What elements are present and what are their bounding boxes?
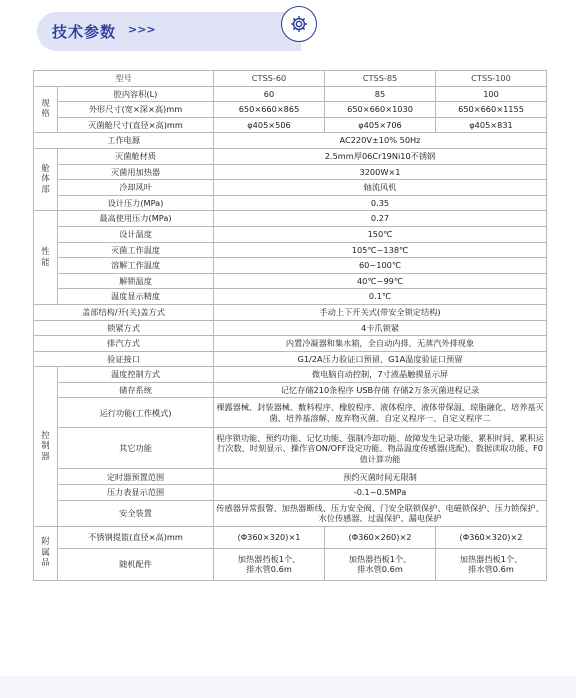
table-row — [34, 469, 547, 485]
section-fushupin: 附 属 品 — [34, 526, 58, 580]
table-row — [34, 304, 547, 320]
row-label: 冷却风叶 — [58, 180, 214, 196]
row-label: 安全装置 — [58, 500, 214, 526]
row-label: 锁紧方式 — [34, 320, 214, 336]
row-label: 灭菌用加热器 — [58, 164, 214, 180]
cell: φ405×706 — [325, 117, 436, 133]
table-row — [34, 258, 547, 274]
model-label: 型号 — [34, 71, 214, 87]
bottom-stripe — [0, 676, 576, 698]
table-row — [34, 133, 547, 149]
table-row — [34, 148, 547, 164]
cell: 650×660×1155 — [436, 102, 547, 118]
row-label: 温度显示精度 — [58, 289, 214, 305]
cell: 60 — [214, 86, 325, 102]
table-row — [34, 289, 547, 305]
row-label: 灭菌舱尺寸(直径×高)mm — [58, 117, 214, 133]
cell: 650×660×865 — [214, 102, 325, 118]
table-row — [34, 102, 547, 118]
table-row — [34, 117, 547, 133]
row-label: 溶解工作温度 — [58, 258, 214, 274]
cell: 2.5mm厚06Cr19Ni10不锈钢 — [214, 148, 547, 164]
row-label: 工作电源 — [34, 133, 214, 149]
table-row-model — [34, 71, 547, 87]
table-row — [34, 336, 547, 352]
banner-arrows: >>> — [128, 23, 156, 36]
cell: 记忆存储210条程序 USB存储 存储2万条灭菌进程记录 — [214, 382, 547, 398]
cell: 程序锁功能、预约功能、记忆功能、强制冷却功能、故障发生记录功能、累积时间、累积运行次数、时刻显示、操作音ON/OFF设定功能、物品温度传感器(选配)、数据读取功能、F0值计算功能 — [214, 428, 547, 469]
gear-icon — [281, 6, 317, 42]
table-row — [34, 382, 547, 398]
cell: 轴流风机 — [214, 180, 547, 196]
cell: 加热器挡板1个、 排水管0.6m — [214, 548, 325, 580]
cell: 微电脑自动控制，7寸液晶触摸显示屏 — [214, 367, 547, 383]
row-label: 腔内容积(L) — [58, 86, 214, 102]
cell: 裸露器械、封装器械、敷料程序、橡胶程序、液体程序、液体带保温、琼脂融化、培养基灭菌、培养基溶解、废弃物灭菌、自定义程序一、自定义程序二 — [214, 398, 547, 428]
row-label: 设计温度 — [58, 226, 214, 242]
table-row — [34, 548, 547, 580]
row-label: 最高使用压力(MPa) — [58, 211, 214, 227]
cell: 0.27 — [214, 211, 547, 227]
cell: 150℃ — [214, 226, 547, 242]
cell: 85 — [325, 86, 436, 102]
table-row — [34, 526, 547, 548]
row-label: 灭菌舱材质 — [58, 148, 214, 164]
section-cangti: 舱 体 部 — [34, 148, 58, 210]
row-label: 其它功能 — [58, 428, 214, 469]
cell: 0.35 — [214, 195, 547, 211]
cell: 加热器挡板1个、 排水管0.6m — [325, 548, 436, 580]
row-label: 压力表显示范围 — [58, 485, 214, 501]
table-row — [34, 86, 547, 102]
row-label: 不锈钢提篮(直径×高)mm — [58, 526, 214, 548]
table-row — [34, 398, 547, 428]
section-banner — [37, 12, 301, 51]
row-label: 定时器预置范围 — [58, 469, 214, 485]
cell: 0.1℃ — [214, 289, 547, 305]
row-label: 盖部结构/开(关)盖方式 — [34, 304, 214, 320]
cell: 内置冷凝器和集水箱，全自动内排，无蒸汽外排现象 — [214, 336, 547, 352]
table-row — [34, 180, 547, 196]
table-row — [34, 500, 547, 526]
cell: 预约灭菌时间无限制 — [214, 469, 547, 485]
model-60: CTSS-60 — [214, 71, 325, 87]
table-row — [34, 367, 547, 383]
row-label: 外形尺寸(宽×深×高)mm — [58, 102, 214, 118]
cell: G1/2A压力验证口预留、G1A温度验证口预留 — [214, 351, 547, 367]
cell: 650×660×1030 — [325, 102, 436, 118]
cell: φ405×506 — [214, 117, 325, 133]
cell: 105℃~138℃ — [214, 242, 547, 258]
section-kongzhiqi: 控 制 器 — [34, 367, 58, 526]
row-label: 运行功能(工作模式) — [58, 398, 214, 428]
cell: (Φ360×320)×1 — [214, 526, 325, 548]
table-row — [34, 226, 547, 242]
row-label: 储存系统 — [58, 382, 214, 398]
cell: 3200W×1 — [214, 164, 547, 180]
cell: 手动上下开关式(带安全锁定结构) — [214, 304, 547, 320]
table-row — [34, 320, 547, 336]
row-label: 验证接口 — [34, 351, 214, 367]
table-row — [34, 195, 547, 211]
table-row — [34, 211, 547, 227]
row-label: 解锁温度 — [58, 273, 214, 289]
row-label: 设计压力(MPa) — [58, 195, 214, 211]
table-row — [34, 351, 547, 367]
row-label: 温度控制方式 — [58, 367, 214, 383]
spec-table — [33, 70, 547, 581]
table-row — [34, 428, 547, 469]
cell: AC220V±10% 50Hz — [214, 133, 547, 149]
table-row — [34, 273, 547, 289]
cell: 100 — [436, 86, 547, 102]
cell: -0.1~0.5MPa — [214, 485, 547, 501]
cell: φ405×831 — [436, 117, 547, 133]
section-xingneng: 性 能 — [34, 211, 58, 305]
section-guige: 规 格 — [34, 86, 58, 133]
model-85: CTSS-85 — [325, 71, 436, 87]
row-label: 随机配件 — [58, 548, 214, 580]
cell: 加热器挡板1个、 排水管0.6m — [436, 548, 547, 580]
table-row — [34, 485, 547, 501]
cell: 60~100℃ — [214, 258, 547, 274]
row-label: 排汽方式 — [34, 336, 214, 352]
table-row — [34, 164, 547, 180]
cell: 40℃~99℃ — [214, 273, 547, 289]
row-label: 灭菌工作温度 — [58, 242, 214, 258]
cell: 传感器异常报警、加热器断线、压力安全阀、门安全联锁保护、电磁锁保护、压力锁保护、水位传感器、过温保护、漏电保护 — [214, 500, 547, 526]
cell: (Φ360×260)×2 — [325, 526, 436, 548]
table-row — [34, 242, 547, 258]
banner-title: 技术参数 — [52, 23, 117, 41]
cell: 4卡爪锁紧 — [214, 320, 547, 336]
cell: (Φ360×320)×2 — [436, 526, 547, 548]
model-100: CTSS-100 — [436, 71, 547, 87]
